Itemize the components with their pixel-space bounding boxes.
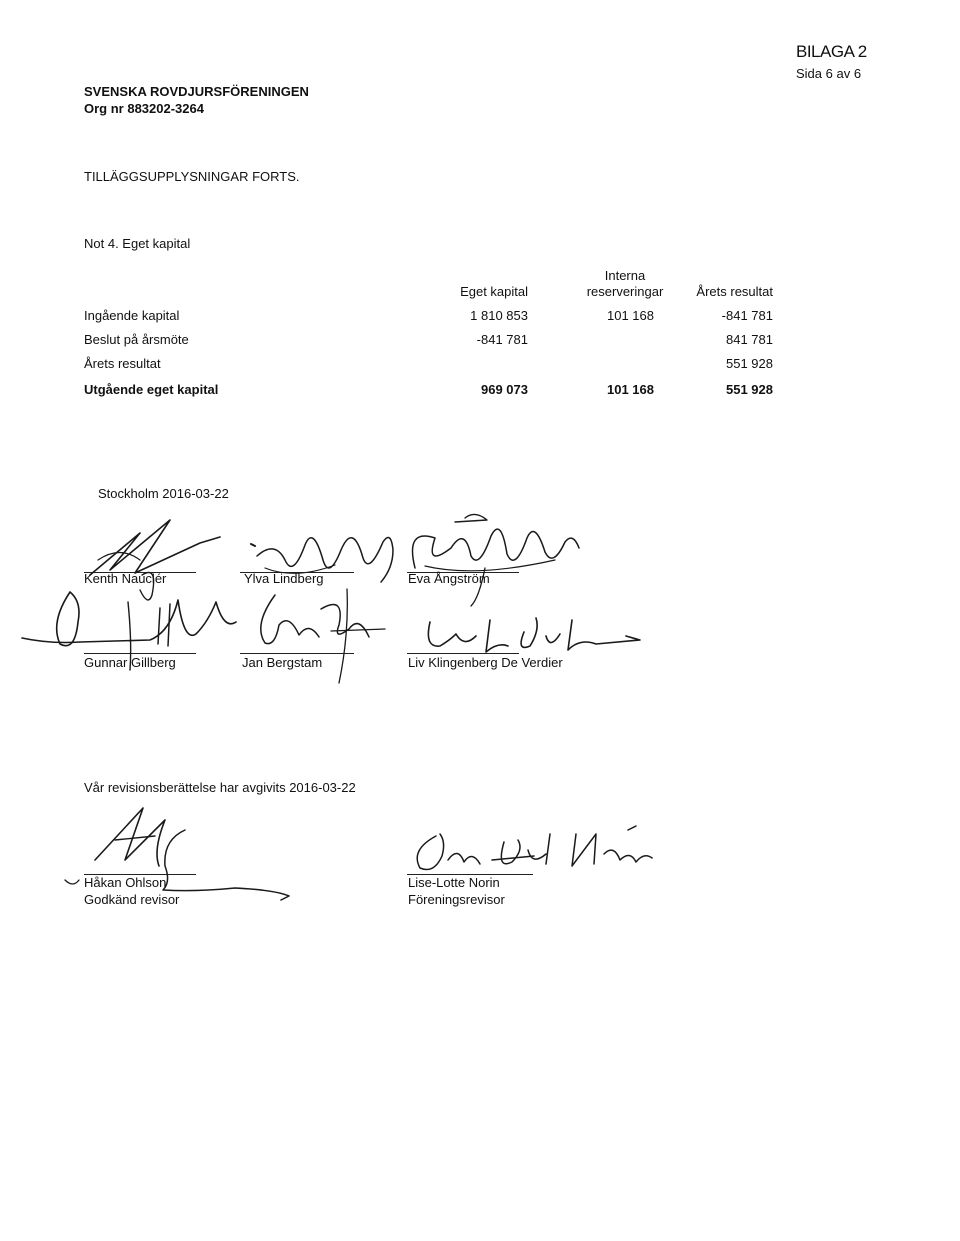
note-title: Not 4. Eget kapital (84, 236, 191, 251)
audit-statement: Vår revisionsberättelse har avgivits 2016-03-22 (84, 780, 356, 795)
column-header-interna: Interna (604, 268, 646, 283)
column-header-reserveringar: reserveringar (586, 284, 664, 299)
signatory-name: Liv Klingenberg De Verdier (408, 655, 563, 670)
signature-eva-angstrom (395, 508, 585, 608)
auditor-name: Håkan Ohlson (84, 875, 167, 890)
org-name: SVENSKA ROVDJURSFÖRENINGEN (84, 84, 309, 99)
signatory-name: Ylva Lindberg (244, 571, 324, 586)
cell-arets-resultat: 841 781 (726, 332, 773, 347)
cell-interna-reserveringar: 101 168 (607, 308, 654, 323)
column-header-eget-kapital: Eget kapital (460, 284, 528, 299)
signatory-name: Jan Bergstam (242, 655, 323, 670)
cell-arets-resultat: -841 781 (721, 308, 773, 323)
auditor-name: Lise-Lotte Norin (408, 875, 500, 890)
row-label: Beslut på årsmöte (84, 332, 189, 347)
attachment-label: BILAGA 2 (796, 42, 867, 61)
auditor-title: Föreningsrevisor (408, 892, 505, 907)
signatory-name: Eva Ångström (408, 571, 490, 586)
cell-eget-kapital: 1 810 853 (470, 308, 528, 323)
cell-eget-kapital: -841 781 (476, 332, 528, 347)
cell-arets-resultat: 551 928 (726, 356, 773, 371)
signatory-name: Kenth Nauclér (84, 571, 167, 586)
signature-jan-bergstam (235, 585, 395, 685)
cell-interna-reserveringar-total: 101 168 (607, 382, 654, 397)
cell-arets-resultat-total: 551 928 (726, 382, 773, 397)
auditor-title: Godkänd revisor (84, 892, 180, 907)
row-label-total: Utgående eget kapital (84, 382, 219, 397)
section-title: TILLÄGGSUPPLYSNINGAR FORTS. (84, 169, 300, 184)
place-date: Stockholm 2016-03-22 (98, 486, 229, 501)
row-label: Ingående kapital (84, 308, 180, 323)
column-header-arets-resultat: Årets resultat (696, 284, 773, 299)
row-label: Årets resultat (84, 356, 161, 371)
page-number: Sida 6 av 6 (796, 66, 862, 81)
org-number: Org nr 883202-3264 (84, 101, 204, 116)
cell-eget-kapital-total: 969 073 (481, 382, 528, 397)
signatory-name: Gunnar Gillberg (84, 655, 176, 670)
signature-lise-lotte-norin (400, 820, 660, 880)
